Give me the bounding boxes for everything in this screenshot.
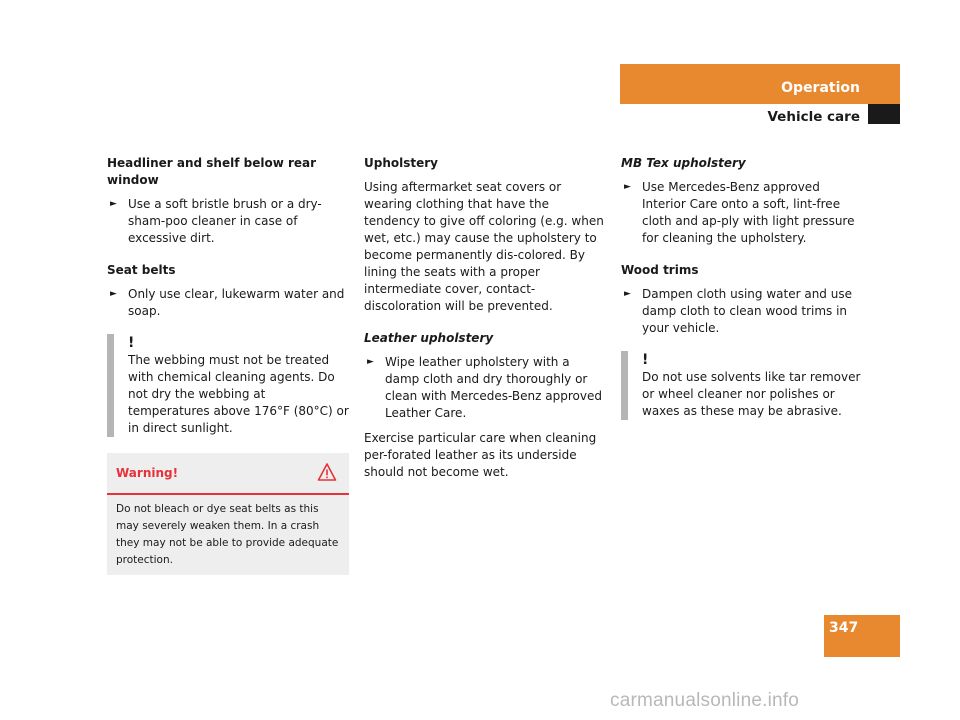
bullet-arrow-icon: ► xyxy=(624,182,631,192)
exclamation-icon: ! xyxy=(642,352,649,368)
bullet-arrow-icon: ► xyxy=(624,289,631,299)
heading-seat-belts: Seat belts xyxy=(107,263,176,277)
section-marker xyxy=(868,104,900,124)
bullet-text: Wipe leather upholstery with a damp cloth and dry thoroughly or clean with Mercedes-Benz approved Leather Care. xyxy=(385,355,602,420)
note-text: Do not use solvents like tar remover or wheel cleaner nor polishes or waxes as these may be abrasive. xyxy=(642,370,861,418)
column-2 xyxy=(364,155,606,489)
note-text: The webbing must not be treated with chemical cleaning agents. Do not dry the webbing at temperatures above 176°F (80°C) or in direct sunlight. xyxy=(128,353,349,435)
warning-title: Warning! xyxy=(116,466,179,480)
bullet-item xyxy=(364,354,606,422)
warning-header xyxy=(107,453,349,495)
heading-mb-tex: MB Tex upholstery xyxy=(621,156,746,170)
subsection-title: Vehicle care xyxy=(767,109,860,125)
bullet-arrow-icon: ► xyxy=(110,199,117,209)
bullet-text: Only use clear, lukewarm water and soap. xyxy=(128,287,345,318)
bullet-item xyxy=(107,196,349,247)
heading-upholstery: Upholstery xyxy=(364,156,438,170)
note-bar xyxy=(107,334,114,437)
bullet-item xyxy=(621,286,863,337)
page-number-box xyxy=(824,615,900,657)
bullet-text: Use a soft bristle brush or a dry-sham-poo cleaner in case of excessive dirt. xyxy=(128,197,322,245)
paragraph: Using aftermarket seat covers or wearing clothing that have the tendency to give off coloring (e.g. when wet, etc.) may cause the upholstery to become permanently dis-colored. By lining the seats with a proper intermediate cover, contact-discoloration will be prevented. xyxy=(364,180,604,313)
note-box xyxy=(107,334,349,437)
note-bar xyxy=(621,351,628,420)
bullet-text: Dampen cloth using water and use damp cloth to clean wood trims in your vehicle. xyxy=(642,287,852,335)
warning-triangle-icon xyxy=(317,462,337,487)
heading-wood-trims: Wood trims xyxy=(621,263,699,277)
bullet-arrow-icon: ► xyxy=(110,289,117,299)
warning-box xyxy=(107,453,349,575)
bullet-item xyxy=(621,179,863,247)
bullet-arrow-icon: ► xyxy=(367,357,374,367)
page-number: 347 xyxy=(829,620,859,636)
section-tab xyxy=(620,64,900,104)
section-title: Operation xyxy=(781,80,860,96)
paragraph: Exercise particular care when cleaning per-forated leather as its underside should not become wet. xyxy=(364,431,597,479)
heading-headliner: Headliner and shelf below rear window xyxy=(107,156,317,187)
bullet-text: Use Mercedes-Benz approved Interior Care onto a soft, lint-free cloth and ap-ply with light pressure for cleaning the upholstery. xyxy=(642,180,855,245)
note-box xyxy=(621,351,863,420)
bullet-item xyxy=(107,286,349,320)
column-1 xyxy=(107,155,349,575)
column-3 xyxy=(621,155,863,430)
heading-leather: Leather upholstery xyxy=(364,331,494,345)
watermark: carmanualsonline.info xyxy=(610,690,800,711)
warning-text: Do not bleach or dye seat belts as this may severely weaken them. In a crash they may not be able to provide adequate protection. xyxy=(116,503,339,566)
exclamation-icon: ! xyxy=(128,335,135,351)
